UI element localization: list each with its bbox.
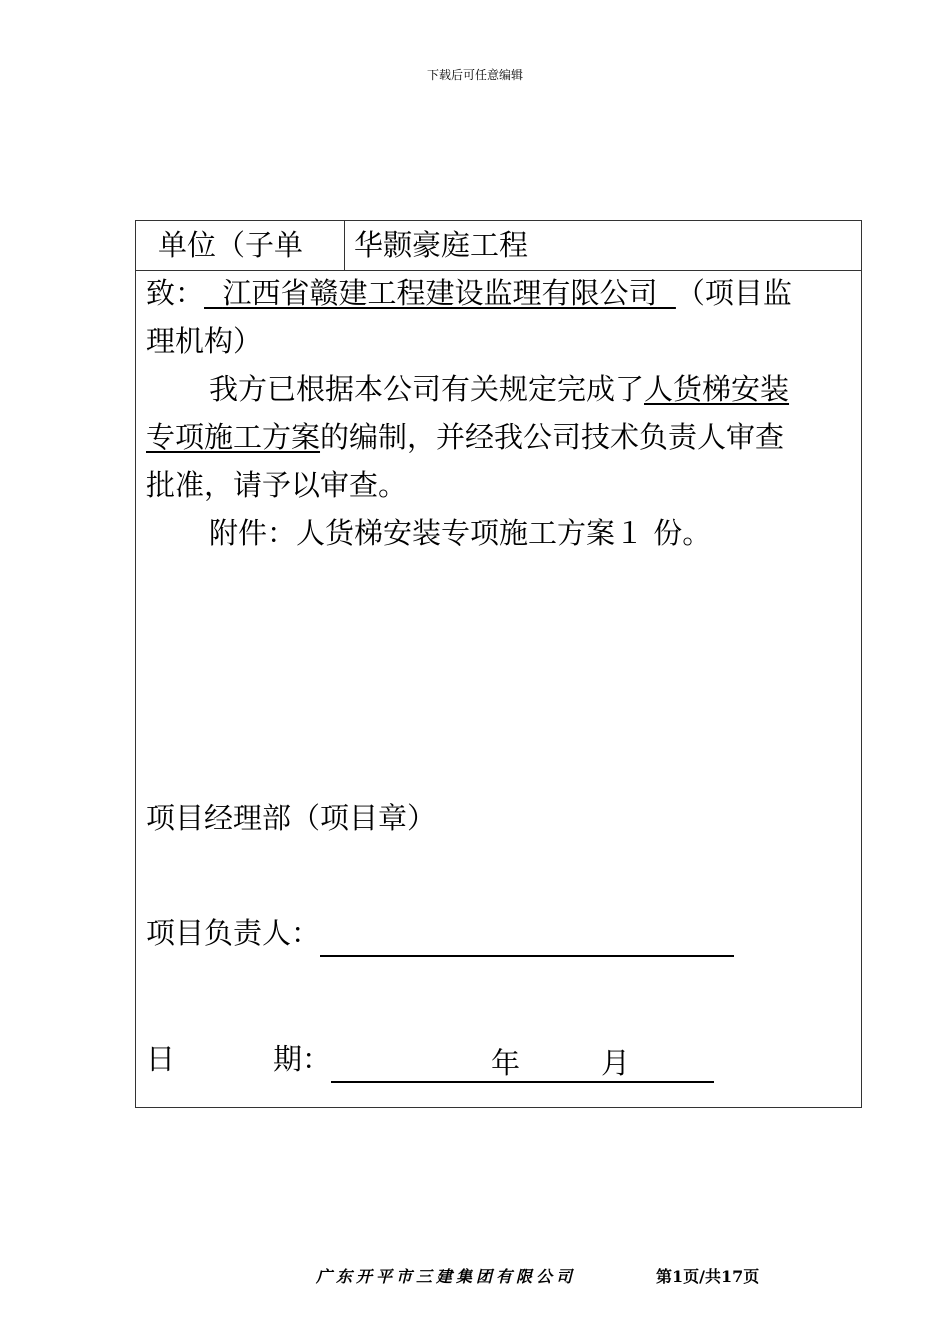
project-manager-label: 项目负责人： [146, 916, 321, 950]
paragraph-line-1: 我方已根据本公司有关规定完成了人货梯安装 [209, 372, 790, 406]
year-label: 年 [491, 1046, 521, 1080]
submission-form-table [135, 220, 862, 1108]
unit-name-value: 华颢豪庭工程 [354, 228, 529, 262]
cell-divider [344, 221, 345, 271]
footer-page-number: 第1页/共17页 [656, 1267, 760, 1286]
paragraph-line-2: 专项施工方案的编制，并经我公司技术负责人审查 [146, 420, 785, 454]
footer-company: 广东开平市三建集团有限公司 [316, 1267, 577, 1286]
plan-name-underlined-cont: 专项施工方案 [146, 420, 321, 454]
month-label: 月 [601, 1046, 631, 1080]
addressee-suffix: （项目监 [675, 276, 792, 310]
signature-blank [320, 921, 734, 957]
date-blank [331, 1047, 714, 1083]
date-label-day: 日 [146, 1042, 176, 1076]
plan-name-underlined: 人货梯安装 [644, 372, 790, 406]
addressee-name: 江西省赣建工程建设监理有限公司 [222, 276, 658, 310]
attachment-line: 附件：人货梯安装专项施工方案１ 份。 [209, 516, 712, 550]
date-label-period: 期： [273, 1042, 332, 1076]
project-dept-seal: 项目经理部（项目章） [146, 801, 437, 835]
addressee-prefix: 致： [146, 276, 205, 310]
unit-name-label: 单位（子单 [158, 228, 304, 262]
header-note: 下载后可任意编辑 [426, 68, 523, 82]
unit-name-row [136, 221, 861, 271]
date-line [146, 1035, 856, 1083]
paragraph-line-3: 批准，请予以审查。 [146, 468, 408, 502]
addressee-line [146, 269, 856, 317]
project-manager-line [146, 909, 856, 957]
addressee-line-2: 理机构） [146, 324, 263, 358]
